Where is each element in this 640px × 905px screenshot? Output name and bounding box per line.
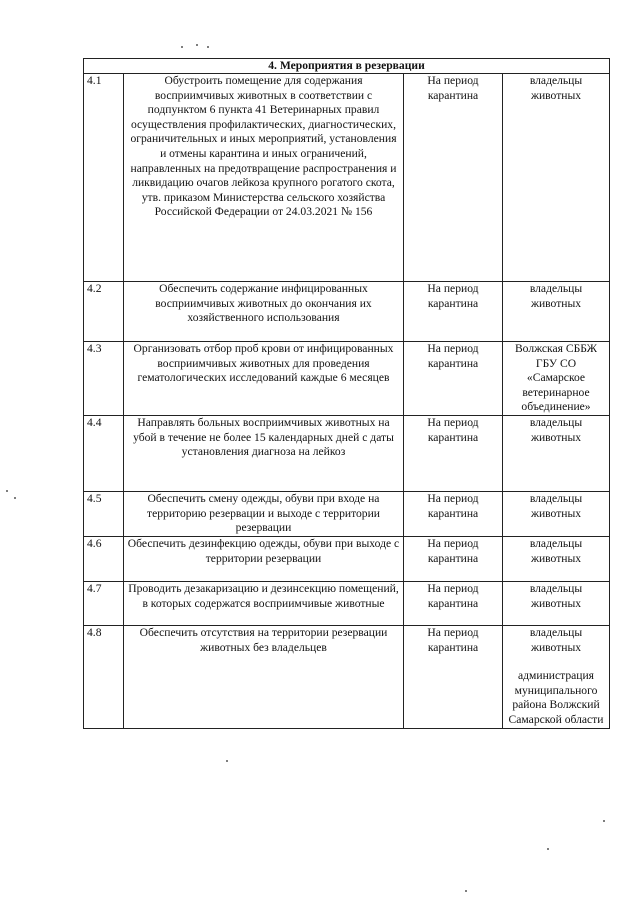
row-number: 4.1 — [84, 74, 124, 282]
measure-responsible: владельцы животных — [503, 74, 610, 282]
table-row — [84, 415, 610, 491]
measure-responsible: владельцы животных — [503, 415, 610, 491]
scan-speck — [181, 46, 183, 48]
table-row — [84, 625, 610, 728]
measure-text: Обеспечить отсутствия на территории резервации животных без владельцев — [124, 625, 404, 728]
scan-speck — [6, 490, 8, 492]
measure-period: На период карантина — [404, 415, 503, 491]
table-row — [84, 282, 610, 342]
measure-responsible: владельцы животных — [503, 491, 610, 536]
row-number: 4.4 — [84, 415, 124, 491]
scan-speck — [603, 820, 605, 822]
row-number: 4.6 — [84, 536, 124, 581]
row-number: 4.3 — [84, 342, 124, 416]
measure-period: На период карантина — [404, 536, 503, 581]
scan-speck — [196, 44, 198, 46]
measure-responsible: Волжская СББЖ ГБУ СО «Самарское ветеринарное объединение» — [503, 342, 610, 416]
measure-responsible-cell — [503, 625, 610, 728]
measure-period: На период карантина — [404, 74, 503, 282]
measure-text: Организовать отбор проб крови от инфицированных восприимчивых животных для проведения гематологических исследований каждые 6 месяцев — [124, 342, 404, 416]
scan-speck — [226, 760, 228, 762]
measures-table — [83, 58, 610, 729]
measure-responsible: владельцы животных — [503, 282, 610, 342]
row-number: 4.8 — [84, 625, 124, 728]
table-row — [84, 581, 610, 625]
measure-text: Обеспечить смену одежды, обуви при входе на территорию резервации и выходе с территории резервации — [124, 491, 404, 536]
measure-period: На период карантина — [404, 282, 503, 342]
measure-responsible: владельцы животных — [503, 536, 610, 581]
measure-period: На период карантина — [404, 491, 503, 536]
table-row — [84, 536, 610, 581]
row-number: 4.5 — [84, 491, 124, 536]
scan-speck — [547, 848, 549, 850]
measure-period: На период карантина — [404, 581, 503, 625]
table-row — [84, 342, 610, 416]
scan-speck — [465, 890, 467, 892]
table-row — [84, 74, 610, 282]
measure-period: На период карантина — [404, 625, 503, 728]
measure-text: Обустроить помещение для содержания восприимчивых животных в соответствии с подпунктом 6 пункта 41 Ветеринарных правил осуществления профилактических, диагностических, ограничительных и иных мероприятий, установления и отмены карантина и иных ограничений, направленных на предотвращение распространения и ликвидацию очагов лейкоза крупного рогатого скота, утв. приказом Министерства сельского хозяйства Российской Федерации от 24.03.2021 № 156 — [124, 74, 404, 282]
section-title: 4. Мероприятия в резервации — [84, 59, 610, 74]
scan-speck — [207, 46, 209, 48]
measure-responsible-extra: администрация муниципального района Волжский Самарской области — [508, 669, 604, 726]
table-row — [84, 491, 610, 536]
measure-responsible: владельцы животных — [529, 625, 583, 654]
section-header-row — [84, 59, 610, 74]
measure-text: Проводить дезакаризацию и дезинсекцию помещений, в которых содержатся восприимчивые животные — [124, 581, 404, 625]
cell-spacer — [506, 655, 606, 669]
measure-responsible: владельцы животных — [503, 581, 610, 625]
measure-text: Обеспечить дезинфекцию одежды, обуви при выходе с территории резервации — [124, 536, 404, 581]
row-number: 4.2 — [84, 282, 124, 342]
measure-text: Обеспечить содержание инфицированных восприимчивых животных до окончания их хозяйственного использования — [124, 282, 404, 342]
measure-period: На период карантина — [404, 342, 503, 416]
scan-speck — [14, 497, 16, 499]
measure-text: Направлять больных восприимчивых животных на убой в течение не более 15 календарных дней с даты установления диагноза на лейкоз — [124, 415, 404, 491]
row-number: 4.7 — [84, 581, 124, 625]
